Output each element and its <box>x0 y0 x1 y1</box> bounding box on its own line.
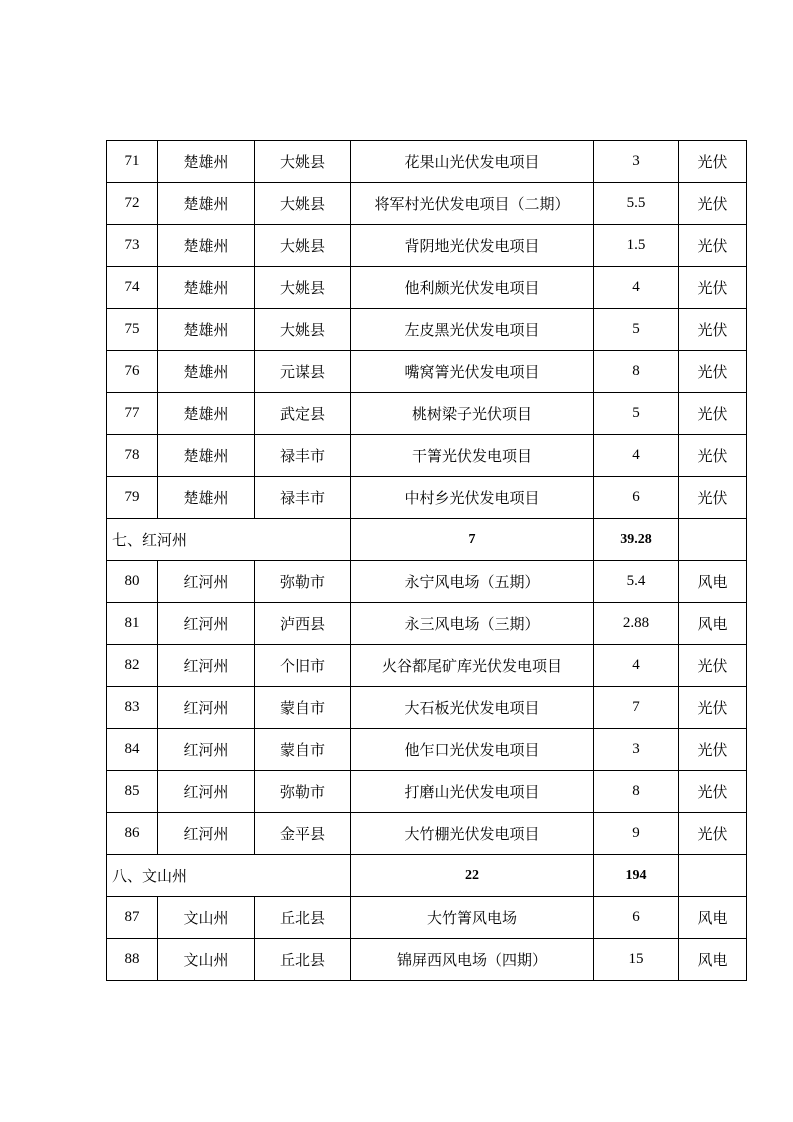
group-total-capacity: 39.28 <box>594 519 679 561</box>
row-number: 84 <box>107 729 158 771</box>
county-cell: 元谋县 <box>255 351 351 393</box>
group-row-honghe <box>107 519 747 561</box>
group-project-count: 22 <box>351 855 594 897</box>
project-table <box>106 140 747 981</box>
category-cell: 光伏 <box>679 225 747 267</box>
row-number: 75 <box>107 309 158 351</box>
capacity-cell: 1.5 <box>594 225 679 267</box>
table-row <box>107 939 747 981</box>
group-project-count: 7 <box>351 519 594 561</box>
project-name-cell: 大石板光伏发电项目 <box>351 687 594 729</box>
category-cell: 光伏 <box>679 477 747 519</box>
table-row <box>107 183 747 225</box>
table-row <box>107 603 747 645</box>
project-name-cell: 永宁风电场（五期） <box>351 561 594 603</box>
project-name-cell: 桃树梁子光伏项目 <box>351 393 594 435</box>
category-cell: 光伏 <box>679 687 747 729</box>
table-row <box>107 435 747 477</box>
group-title: 七、红河州 <box>107 519 351 561</box>
row-number: 88 <box>107 939 158 981</box>
category-cell: 光伏 <box>679 393 747 435</box>
table-row <box>107 477 747 519</box>
capacity-cell: 6 <box>594 897 679 939</box>
row-number: 79 <box>107 477 158 519</box>
county-cell: 泸西县 <box>255 603 351 645</box>
category-cell: 光伏 <box>679 267 747 309</box>
project-name-cell: 锦屏西风电场（四期） <box>351 939 594 981</box>
project-name-cell: 大竹箐风电场 <box>351 897 594 939</box>
category-cell: 光伏 <box>679 729 747 771</box>
prefecture-cell: 红河州 <box>158 687 255 729</box>
prefecture-cell: 楚雄州 <box>158 477 255 519</box>
group-title: 八、文山州 <box>107 855 351 897</box>
county-cell: 大姚县 <box>255 225 351 267</box>
table-row <box>107 897 747 939</box>
county-cell: 武定县 <box>255 393 351 435</box>
row-number: 83 <box>107 687 158 729</box>
group-empty-cell <box>679 855 747 897</box>
county-cell: 禄丰市 <box>255 435 351 477</box>
project-name-cell: 左皮黑光伏发电项目 <box>351 309 594 351</box>
project-name-cell: 嘴窝箐光伏发电项目 <box>351 351 594 393</box>
table-row <box>107 393 747 435</box>
table-row <box>107 645 747 687</box>
capacity-cell: 5.5 <box>594 183 679 225</box>
table-row <box>107 225 747 267</box>
category-cell: 风电 <box>679 897 747 939</box>
category-cell: 风电 <box>679 603 747 645</box>
capacity-cell: 4 <box>594 645 679 687</box>
row-number: 81 <box>107 603 158 645</box>
table-row <box>107 561 747 603</box>
prefecture-cell: 红河州 <box>158 645 255 687</box>
prefecture-cell: 楚雄州 <box>158 141 255 183</box>
project-name-cell: 他乍口光伏发电项目 <box>351 729 594 771</box>
row-number: 74 <box>107 267 158 309</box>
table-row <box>107 813 747 855</box>
row-number: 77 <box>107 393 158 435</box>
county-cell: 金平县 <box>255 813 351 855</box>
group-total-capacity: 194 <box>594 855 679 897</box>
table-row <box>107 771 747 813</box>
prefecture-cell: 楚雄州 <box>158 351 255 393</box>
capacity-cell: 5 <box>594 393 679 435</box>
capacity-cell: 4 <box>594 267 679 309</box>
county-cell: 大姚县 <box>255 183 351 225</box>
category-cell: 风电 <box>679 561 747 603</box>
prefecture-cell: 楚雄州 <box>158 393 255 435</box>
county-cell: 弥勒市 <box>255 771 351 813</box>
project-name-cell: 中村乡光伏发电项目 <box>351 477 594 519</box>
project-name-cell: 干箐光伏发电项目 <box>351 435 594 477</box>
project-name-cell: 火谷都尾矿库光伏发电项目 <box>351 645 594 687</box>
county-cell: 大姚县 <box>255 309 351 351</box>
county-cell: 禄丰市 <box>255 477 351 519</box>
project-name-cell: 大竹棚光伏发电项目 <box>351 813 594 855</box>
row-number: 82 <box>107 645 158 687</box>
capacity-cell: 9 <box>594 813 679 855</box>
row-number: 80 <box>107 561 158 603</box>
county-cell: 蒙自市 <box>255 729 351 771</box>
prefecture-cell: 楚雄州 <box>158 183 255 225</box>
category-cell: 光伏 <box>679 183 747 225</box>
category-cell: 光伏 <box>679 813 747 855</box>
capacity-cell: 5.4 <box>594 561 679 603</box>
capacity-cell: 7 <box>594 687 679 729</box>
county-cell: 个旧市 <box>255 645 351 687</box>
prefecture-cell: 楚雄州 <box>158 309 255 351</box>
table-row <box>107 141 747 183</box>
table-row <box>107 267 747 309</box>
county-cell: 弥勒市 <box>255 561 351 603</box>
county-cell: 丘北县 <box>255 897 351 939</box>
category-cell: 光伏 <box>679 141 747 183</box>
project-table-body <box>107 141 747 981</box>
category-cell: 光伏 <box>679 645 747 687</box>
prefecture-cell: 楚雄州 <box>158 267 255 309</box>
row-number: 86 <box>107 813 158 855</box>
county-cell: 大姚县 <box>255 141 351 183</box>
group-empty-cell <box>679 519 747 561</box>
row-number: 87 <box>107 897 158 939</box>
prefecture-cell: 红河州 <box>158 813 255 855</box>
capacity-cell: 5 <box>594 309 679 351</box>
category-cell: 风电 <box>679 939 747 981</box>
table-row <box>107 729 747 771</box>
capacity-cell: 3 <box>594 141 679 183</box>
category-cell: 光伏 <box>679 309 747 351</box>
capacity-cell: 2.88 <box>594 603 679 645</box>
capacity-cell: 15 <box>594 939 679 981</box>
project-name-cell: 打磨山光伏发电项目 <box>351 771 594 813</box>
project-name-cell: 永三风电场（三期） <box>351 603 594 645</box>
prefecture-cell: 红河州 <box>158 771 255 813</box>
row-number: 78 <box>107 435 158 477</box>
prefecture-cell: 红河州 <box>158 729 255 771</box>
project-name-cell: 他利颇光伏发电项目 <box>351 267 594 309</box>
prefecture-cell: 红河州 <box>158 603 255 645</box>
row-number: 76 <box>107 351 158 393</box>
row-number: 72 <box>107 183 158 225</box>
category-cell: 光伏 <box>679 351 747 393</box>
table-row <box>107 309 747 351</box>
prefecture-cell: 红河州 <box>158 561 255 603</box>
capacity-cell: 4 <box>594 435 679 477</box>
county-cell: 蒙自市 <box>255 687 351 729</box>
capacity-cell: 8 <box>594 351 679 393</box>
project-name-cell: 将军村光伏发电项目（二期） <box>351 183 594 225</box>
table-row <box>107 351 747 393</box>
category-cell: 光伏 <box>679 771 747 813</box>
row-number: 85 <box>107 771 158 813</box>
category-cell: 光伏 <box>679 435 747 477</box>
prefecture-cell: 楚雄州 <box>158 225 255 267</box>
table-row <box>107 687 747 729</box>
prefecture-cell: 楚雄州 <box>158 435 255 477</box>
capacity-cell: 6 <box>594 477 679 519</box>
capacity-cell: 8 <box>594 771 679 813</box>
row-number: 73 <box>107 225 158 267</box>
prefecture-cell: 文山州 <box>158 939 255 981</box>
row-number: 71 <box>107 141 158 183</box>
prefecture-cell: 文山州 <box>158 897 255 939</box>
county-cell: 大姚县 <box>255 267 351 309</box>
project-name-cell: 背阴地光伏发电项目 <box>351 225 594 267</box>
capacity-cell: 3 <box>594 729 679 771</box>
project-name-cell: 花果山光伏发电项目 <box>351 141 594 183</box>
county-cell: 丘北县 <box>255 939 351 981</box>
group-row-wenshan <box>107 855 747 897</box>
